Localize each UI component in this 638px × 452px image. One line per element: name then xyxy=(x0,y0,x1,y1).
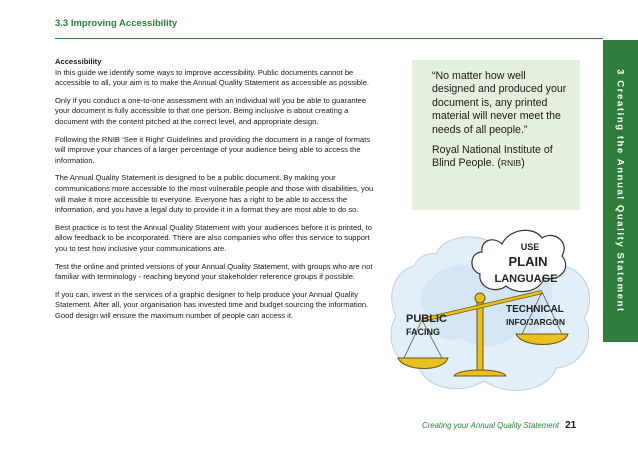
illustration-label: INFO/JARGON xyxy=(506,317,566,327)
chapter-tab-label: 3 Creating the Annual Quality Statement xyxy=(614,69,626,313)
scale-pivot xyxy=(475,293,485,303)
attribution-abbr: RNIB xyxy=(500,158,522,169)
attribution-close: ) xyxy=(521,157,525,170)
illustration-label: LANGUAGE xyxy=(494,273,558,285)
paragraph-title: Accessibility xyxy=(55,57,102,66)
page-footer xyxy=(422,420,576,431)
body-paragraph: Only if you conduct a one-to-one assessment with an individual will you be able to guarantee your document is fully accessible to that one person. Being inclusive is about creating a document with the content pitched at the correct level, and appropriate design. xyxy=(55,95,367,126)
body-paragraph: Test the online and printed versions of your Annual Quality Statement, with groups who are not familiar with terminology - reaching beyond your stakeholder reference groups if possible. xyxy=(55,261,373,282)
body-paragraph: In this guide we identify some ways to improve accessibility. Public documents cannot be accessible to all, your aim is to make the Annual Quality Statement as accessible as possible. xyxy=(55,67,370,88)
body-paragraph: Following the RNIB ‘See it Right’ Guidelines and providing the document in a range of formats will improve your chances of a larger percentage of your audience being able to access the information. xyxy=(55,134,371,165)
section-heading: 3.3 Improving Accessibility xyxy=(55,18,178,29)
illustration-label: USE xyxy=(520,242,540,252)
illustration-label: FACING xyxy=(406,327,441,337)
main-text-column xyxy=(55,57,380,328)
attribution-text: Royal National Institute of Blind People. ( xyxy=(432,144,553,170)
footer-title: Creating your Annual Quality Statement xyxy=(422,421,560,430)
chapter-side-tab xyxy=(603,40,638,342)
body-paragraph: The Annual Quality Statement is designed to be a public document. By making your communications more accessible to the most vulnerable people and those with disabilities, you will make it more accessible to everyone. Everyone has a right to be able to access the information, and you have a legal duty to provide it in a format they are most able to do so. xyxy=(55,173,374,215)
quote-attribution xyxy=(432,144,568,171)
body-paragraph: If you can, invest in the services of a graphic designer to help produce your Annual Quality Statement. After all, your organisation has invested time and budget sourcing the information. Good design will ensure the maximum number of people can access it. xyxy=(55,289,369,320)
scales-illustration xyxy=(384,226,598,398)
illustration-label: PUBLIC xyxy=(406,313,447,325)
header-divider xyxy=(55,38,603,39)
quote-text: “No matter how well designed and produced your document is, any printed material will never meet the needs of all people.” xyxy=(432,70,567,136)
illustration-label: PLAIN xyxy=(508,254,548,269)
illustration-label: TECHNICAL xyxy=(506,304,564,315)
body-paragraph: Best practice is to test the Annual Quality Statement with your audiences before it is printed, to allow feedback to be incorporated. There are also companies who offer this service to support you to test how inclusive your communications are. xyxy=(55,222,372,253)
quote-box xyxy=(412,60,580,210)
page-number: 21 xyxy=(565,420,577,431)
